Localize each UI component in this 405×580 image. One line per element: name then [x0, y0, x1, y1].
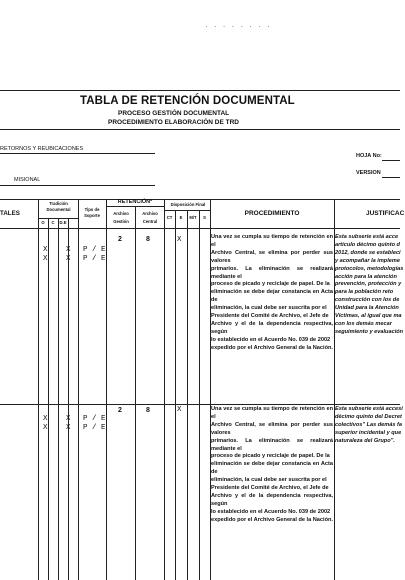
row2-soporte-2: P / E — [83, 424, 106, 432]
col-disp-e: E — [179, 215, 183, 220]
col-trad-o: O — [41, 220, 45, 225]
version-label: VERSION — [356, 170, 381, 176]
row2-procedure: Una vez se cumpla su tiempo de retención en el Archivo Central, se elimina por perder sus valores primarios. La eliminación se realizará mediante el proceso de picado y reciclaje de papel. De la eliminación se debe dejar constancia en Acta de eliminación, la cual debe ser suscrita por el Presidente del Comité de Archivo, el Jefe de Archivo y el de la dependencia respectiva, según lo establecido en el Acuerdo No. 039 de 2002 expedido por el Archivo General de la Nación. — [211, 406, 333, 523]
row2-justification: Esta subserie está accesi décimo quinto del Decret colectivos" Las demás fa superior incidental y que naturaleza del Grupo". — [335, 406, 403, 444]
scan-marks: · · · · · · · · — [205, 22, 272, 31]
col-tales: TALES — [0, 210, 20, 217]
col-procedimiento: PROCEDIMIENTO — [244, 210, 300, 217]
row1-disp-mark: X — [177, 236, 182, 244]
col-archivo-gestion: Archivo Gestión — [113, 211, 129, 224]
row2-o-mark-2: X — [43, 424, 48, 432]
row1-soporte-2: P / E — [83, 255, 106, 263]
row1-procedure: Una vez se cumpla su tiempo de retención en el Archivo Central, se elimina por perder sus valores primarios. La eliminación se realizará mediante el proceso de picado y reciclaje de papel. De la eliminación se debe dejar constancia en Acta de eliminación, la cual debe ser suscrita por el Presidente del Comité de Archivo, el Jefe de Archivo y el de la dependencia respectiva, según lo establecido en el Acuerdo No. 039 de 2002 expedido por el Archivo General de la Nación. — [211, 234, 333, 351]
row1-o-mark-2: X — [43, 255, 48, 263]
row2-de-mark-2: X — [66, 424, 71, 432]
col-archivo-central: Archivo Central — [142, 211, 158, 224]
row2-de-mark-1: X — [66, 415, 71, 423]
row1-o-mark-1: X — [43, 246, 48, 254]
col-disp-mt: M/T — [189, 215, 197, 220]
col-disposicion: Disposición Final — [170, 202, 206, 207]
row2-o-mark-1: X — [43, 415, 48, 423]
row2-soporte-1: P / E — [83, 415, 106, 423]
row2-gestion: 2 — [118, 407, 122, 414]
row1-de-mark-2: X — [66, 255, 71, 263]
col-disp-s: S — [203, 215, 206, 220]
row1-de-mark-1: X — [66, 246, 71, 254]
col-soporte: Tipo de Soporte — [84, 207, 100, 218]
col-trad-c: C — [51, 220, 55, 225]
process-name: PROCESO GESTIÓN DOCUMENTAL — [118, 110, 230, 117]
office-label: RETORNOS Y REUBICACIONES — [0, 146, 84, 152]
row2-central: 8 — [146, 407, 150, 414]
col-justificacion: JUSTIFICAC — [366, 210, 405, 217]
row1-central: 8 — [146, 236, 150, 243]
col-trad-de: D.E — [59, 220, 67, 225]
type-label: MISIONAL — [14, 177, 41, 183]
col-retencion: RETENCIÓN* — [117, 199, 153, 205]
sheet-label: HOJA No: — [356, 153, 382, 159]
col-disp-ct: CT — [166, 215, 173, 220]
procedure-name: PROCEDIMIENTO ELABORACIÓN DE TRD — [108, 119, 239, 126]
col-tradicion: Tradición Documental — [46, 201, 71, 212]
document-title: TABLA DE RETENCIÓN DOCUMENTAL — [80, 95, 295, 107]
row1-soporte-1: P / E — [83, 246, 106, 254]
row1-justification: Esta subserie está acce artículo décimo quinto d 2012, donde se estableci y acompañar la impleme protocolos, metodologías acción para la atención prevención, protección y para la población reto construcción con los de Unidad para la Atención Víctimas, al igual que ma con los demás mecar seguimiento y evaluación — [335, 234, 404, 335]
row2-disp-mark: X — [177, 406, 182, 414]
row1-gestion: 2 — [118, 236, 122, 243]
